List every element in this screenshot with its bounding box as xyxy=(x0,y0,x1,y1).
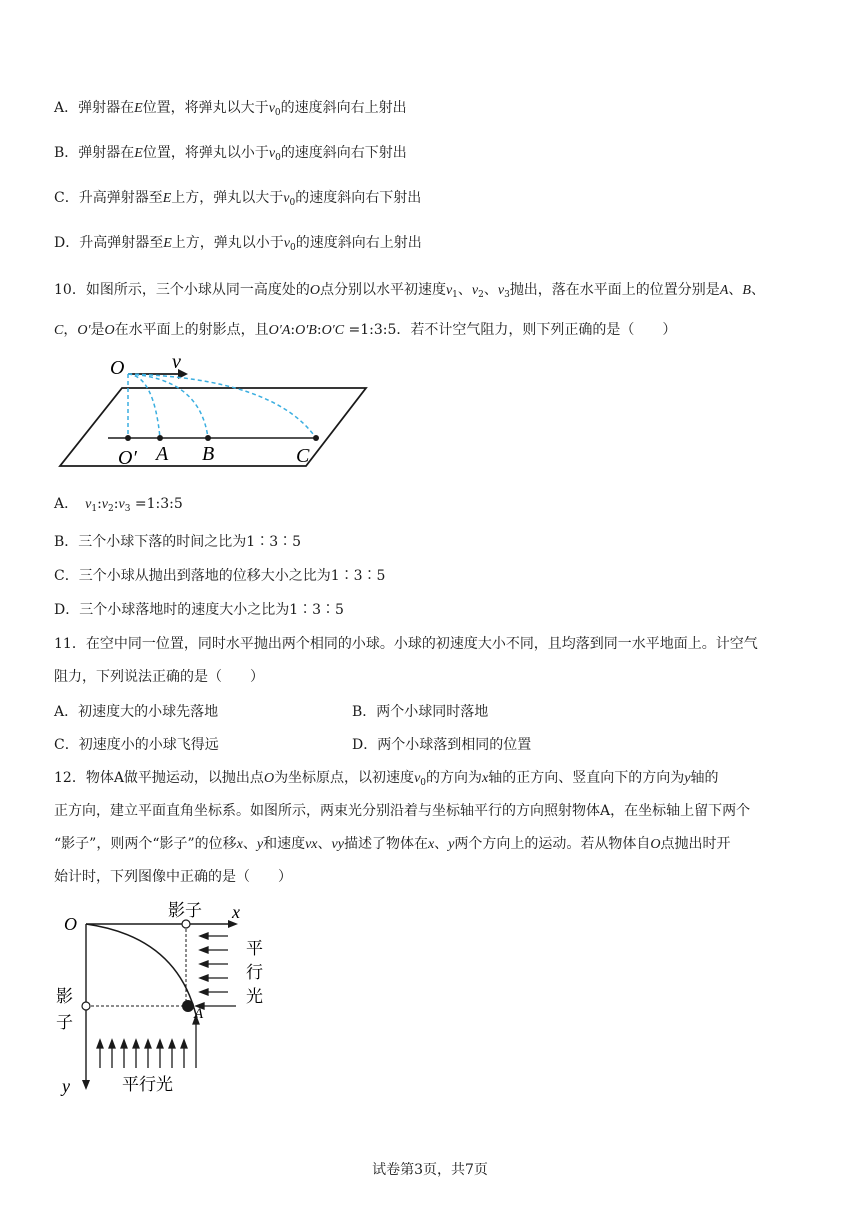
q10-figure xyxy=(54,352,374,472)
q11-option-d: D．两个小球落到相同的位置 xyxy=(352,737,532,753)
light-label-right-1: 平 xyxy=(246,939,263,959)
q12-figure xyxy=(54,896,284,1096)
trajectory-b xyxy=(128,374,208,438)
horizontal-light-arrows xyxy=(196,933,236,1009)
point-o-prime xyxy=(125,435,131,441)
label-y: y xyxy=(62,1076,70,1096)
label-a: A xyxy=(194,1006,204,1022)
q9-option-d: D．升高弹射器至E上方，弹丸以小于$v_0$的速度斜向右上射出 xyxy=(54,235,422,253)
q11-option-c: C．初速度小的小球飞得远 xyxy=(54,737,219,753)
q11-stem-line-1: 11．在空中同一位置，同时水平抛出两个相同的小球。小球的初速度大小不同，且均落到同一水平地面上。计空气 xyxy=(54,636,758,652)
q12-stem-line-1: 12．物体A做平抛运动，以抛出点O为坐标原点，以初速度$v_0$的方向为x轴的正方向、竖直向下的方向为y轴的 xyxy=(54,770,719,788)
point-b xyxy=(205,435,211,441)
label-c: C xyxy=(296,445,310,467)
shadow-label-left-2: 子 xyxy=(56,1013,73,1033)
label-o: O xyxy=(110,357,125,379)
shadow-label-left-1: 影 xyxy=(56,987,73,1007)
q9-option-c: C．升高弹射器至E上方，弹丸以大于$v_0$的速度斜向右下射出 xyxy=(54,190,422,208)
page-footer: 试卷第3页，共7页 xyxy=(372,1162,488,1178)
trajectory-c xyxy=(128,374,316,438)
q9-option-a: A．弹射器在E位置，将弹丸以大于$v_0$的速度斜向右上射出 xyxy=(54,100,407,118)
y-shadow-marker xyxy=(82,1002,90,1010)
vertical-light-arrows xyxy=(97,1016,199,1068)
q11-stem-line-2: 阻力，下列说法正确的是（ ） xyxy=(54,669,264,685)
q10-option-a: A． $v_1:v_2:v_3$ =1:3:5 xyxy=(54,496,183,514)
q12-stem-line-4: 始计时，下列图像中正确的是（ ） xyxy=(54,869,292,885)
light-label-right-2: 行 xyxy=(246,963,263,983)
object-a xyxy=(182,1000,194,1012)
q9-option-b: B．弹射器在E位置，将弹丸以小于$v_0$的速度斜向右下射出 xyxy=(54,145,407,163)
label-o-prime: O′ xyxy=(118,447,137,469)
shadow-label-top: 影子 xyxy=(168,901,202,921)
label-b: B xyxy=(202,443,215,465)
label-a: A xyxy=(156,443,169,465)
q10-stem-line-1: 10．如图所示，三个小球从同一高度处的O点分别以水平初速度$v_1$、$v_2$、$v_3$抛出，落在水平面上的位置分别是A、B、 xyxy=(54,282,765,300)
light-label-bottom: 平行光 xyxy=(122,1075,173,1095)
point-a xyxy=(157,435,163,441)
q10-stem-line-2: C，O′是O在水平面上的射影点，且O′A:O′B:O′C =1:3:5．若不计空气阻力，则下列正确的是（ ） xyxy=(54,322,677,338)
label-o: O xyxy=(64,914,77,934)
label-v: v xyxy=(172,352,181,373)
q12-stem-line-2: 正方向，建立平面直角坐标系。如图所示，两束光分别沿着与坐标轴平行的方向照射物体A，在坐标轴上留下两个 xyxy=(54,803,751,819)
x-shadow-marker xyxy=(182,920,190,928)
q11-option-b: B．两个小球同时落地 xyxy=(352,704,489,720)
trajectory-curve xyxy=(86,924,194,1008)
q10-option-d: D．三个小球落地时的速度大小之比为1∶3∶5 xyxy=(54,602,344,618)
trajectory-a xyxy=(128,374,160,438)
q10-option-c: C．三个小球从抛出到落地的位移大小之比为1∶3∶5 xyxy=(54,568,386,584)
q11-option-a: A．初速度大的小球先落地 xyxy=(54,704,219,720)
point-c xyxy=(313,435,319,441)
y-axis-arrowhead xyxy=(82,1080,90,1090)
q10-option-b: B．三个小球下落的时间之比为1∶3∶5 xyxy=(54,534,302,550)
q12-stem-line-3: “影子”，则两个“影子”的位移x、y和速度vx、vy描述了物体在x、y两个方向上的运动。若从物体自O点抛出时开 xyxy=(54,836,731,852)
label-x: x xyxy=(232,902,240,922)
light-label-right-3: 光 xyxy=(246,987,263,1007)
